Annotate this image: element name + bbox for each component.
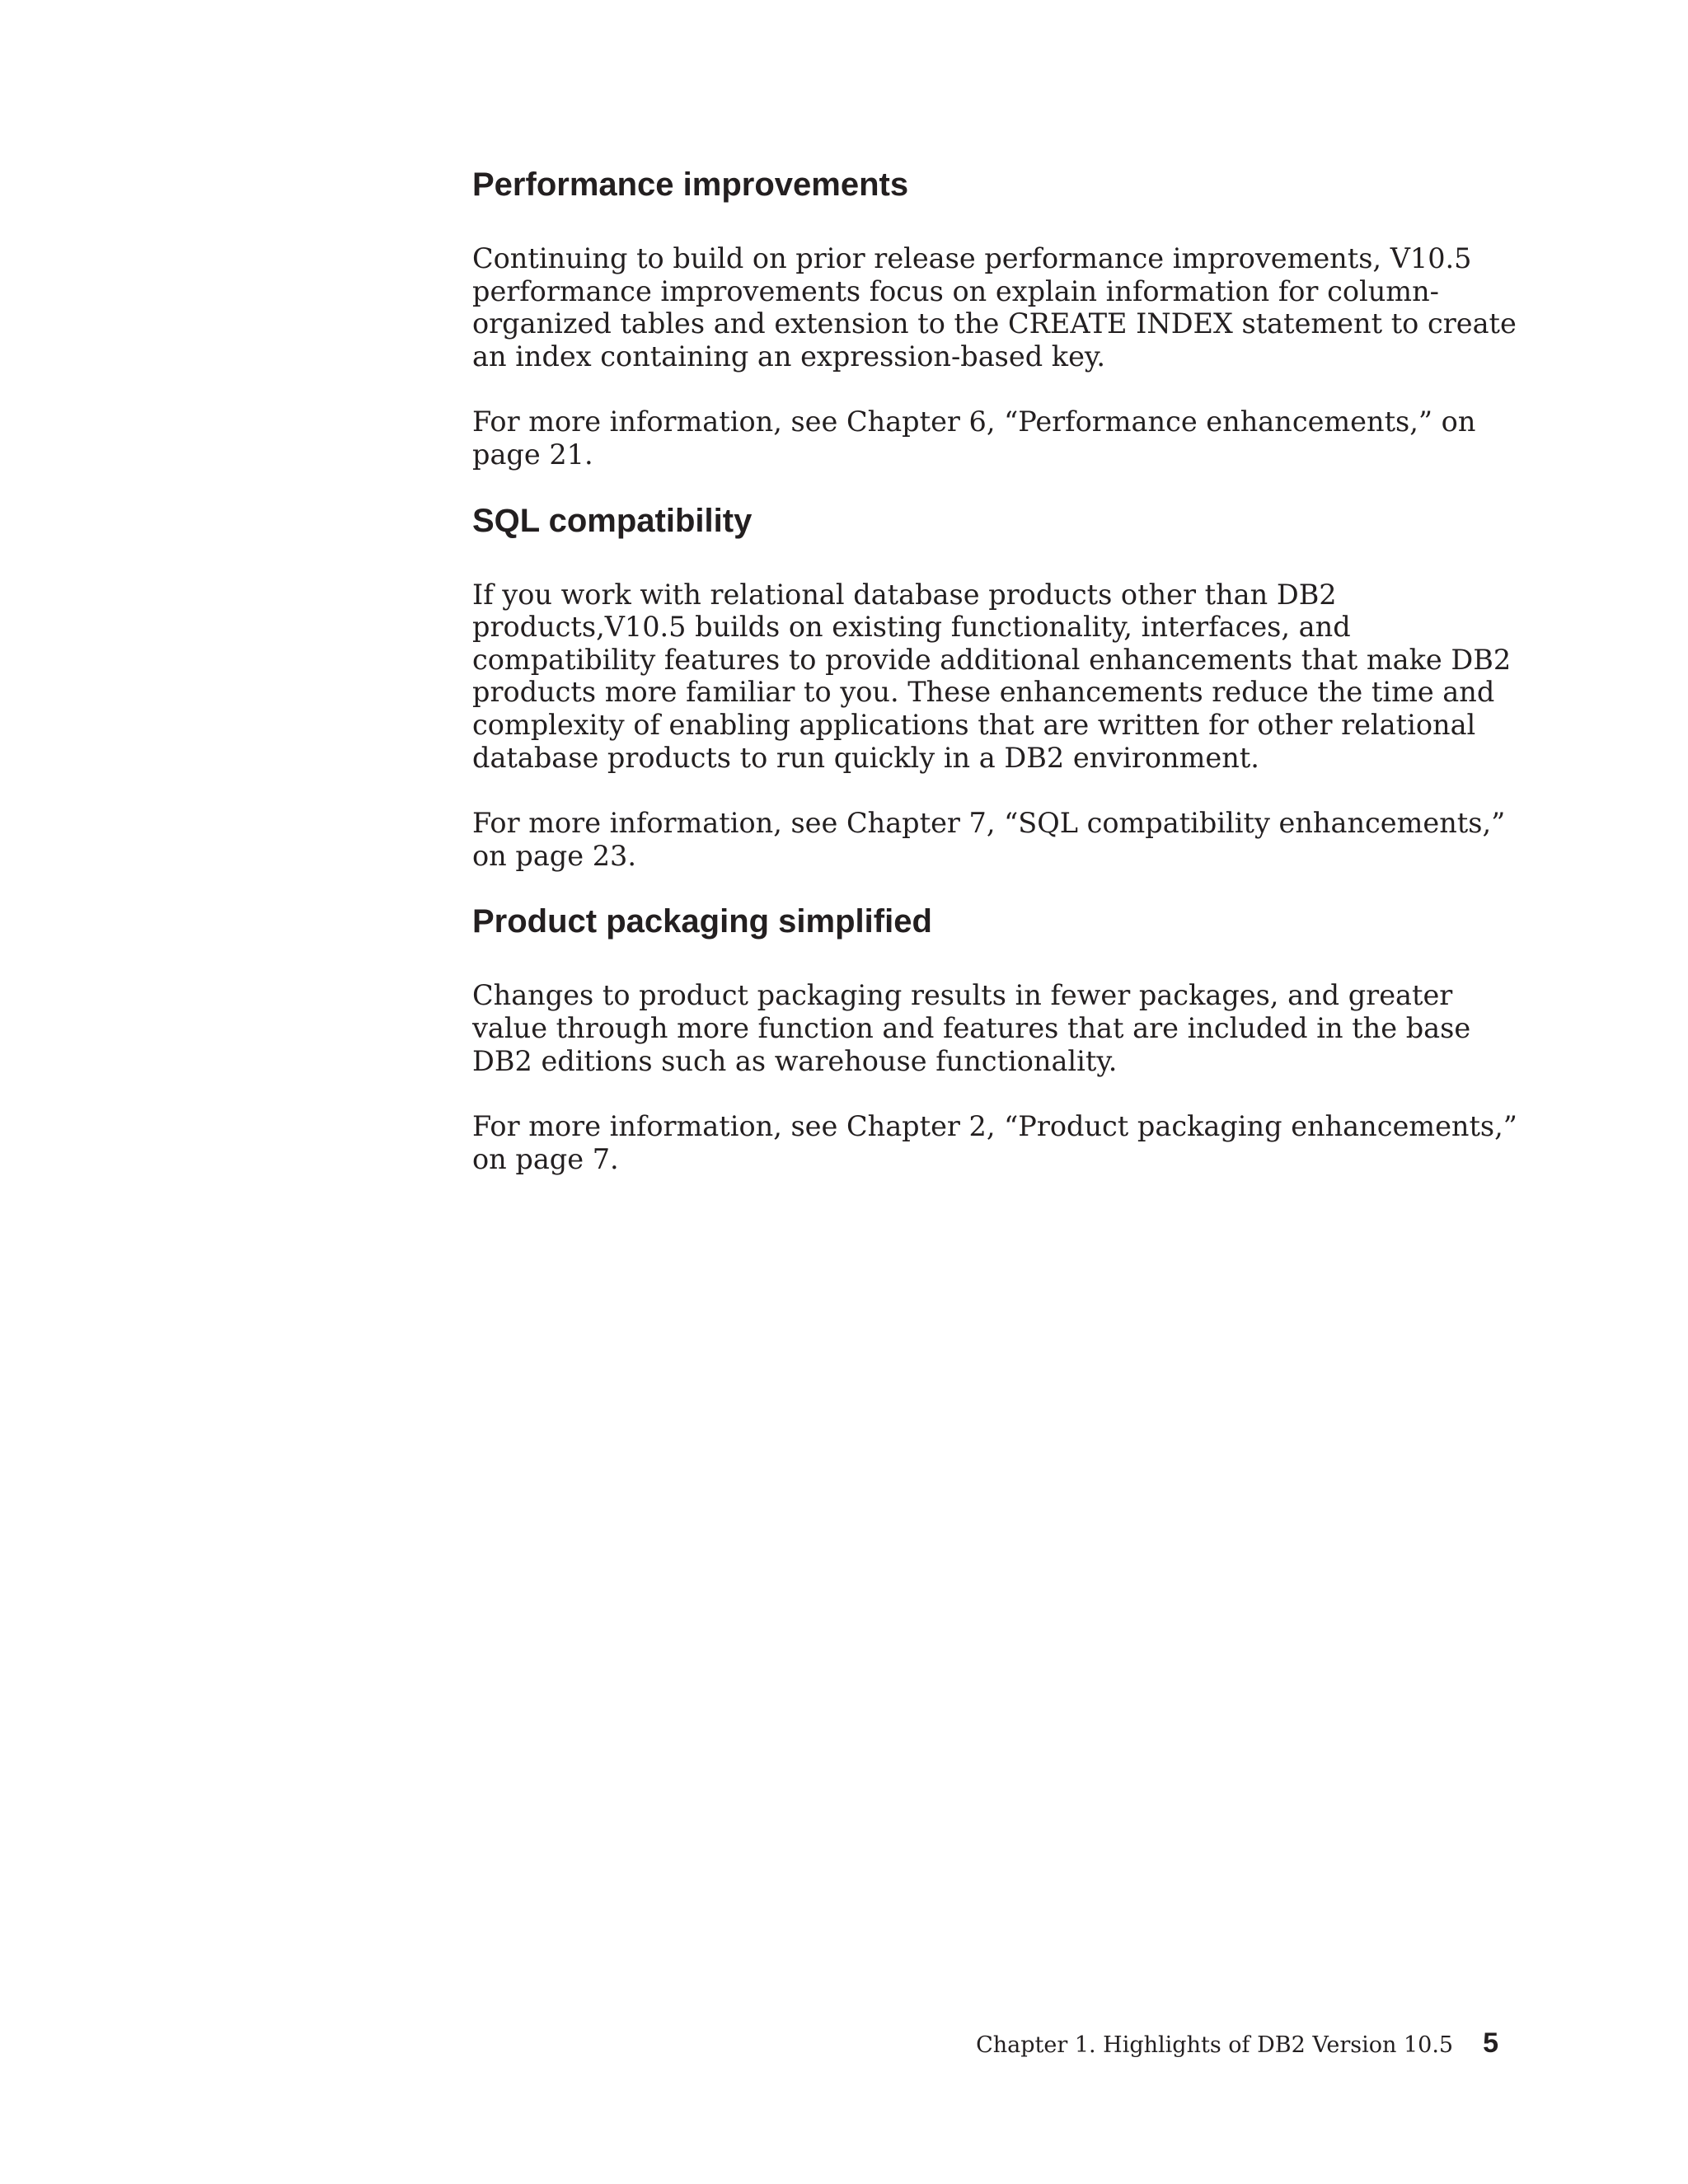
body-paragraph: Changes to product packaging results in fewer packages, and greater value through more function and features that are included in the base DB2 editions such as warehouse functionality. <box>472 979 1471 1077</box>
section-heading: SQL compatibility <box>472 502 753 539</box>
cross-reference-paragraph: For more information, see Chapter 7, “SQL compatibility enhancements,” on page 23. <box>472 807 1506 872</box>
page-content <box>472 165 1527 1205</box>
body-paragraph: If you work with relational database products other than DB2 products,V10.5 builds on existing functionality, interfaces, and compatibility features to provide additional enhancements that make DB2 products more familiar to you. These enhancements reduce the time and complexity of enabling applications that are written for other relational database products to run quickly in a DB2 environment. <box>472 578 1512 774</box>
section-product-packaging <box>472 902 1527 1175</box>
body-paragraph: Continuing to build on prior release performance improvements, V10.5 performance improvements focus on explain information for column-organized tables and extension to the CREATE INDEX statement to create an index containing an expression-based key. <box>472 242 1517 373</box>
cross-reference-paragraph: For more information, see Chapter 6, “Performance enhancements,” on page 21. <box>472 405 1476 471</box>
section-performance-improvements <box>472 165 1527 471</box>
page-footer <box>976 2027 1498 2060</box>
footer-chapter-title: Chapter 1. Highlights of DB2 Version 10.5 <box>976 2032 1454 2058</box>
page-number: 5 <box>1483 2027 1498 2059</box>
section-sql-compatibility <box>472 501 1527 873</box>
section-heading: Product packaging simplified <box>472 903 932 940</box>
cross-reference-paragraph: For more information, see Chapter 2, “Product packaging enhancements,” on page 7. <box>472 1110 1517 1175</box>
section-heading: Performance improvements <box>472 166 909 203</box>
